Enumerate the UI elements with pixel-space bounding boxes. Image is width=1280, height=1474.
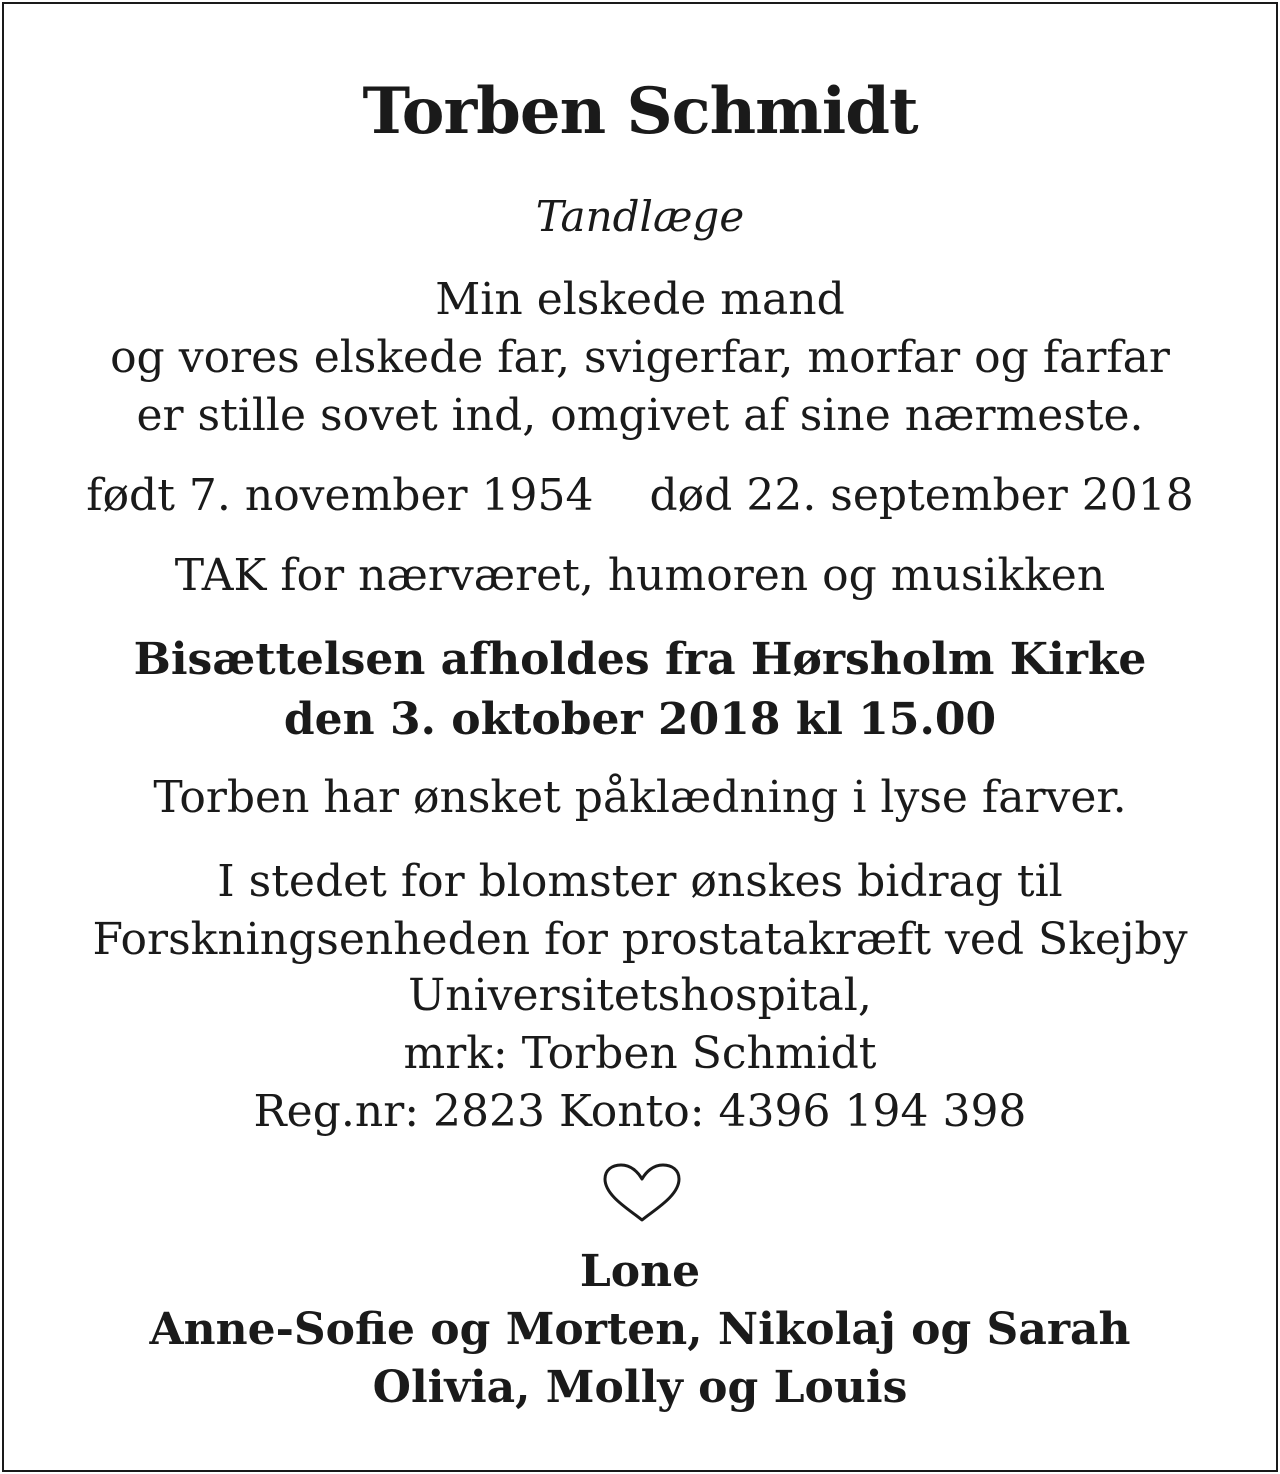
deceased-name: Torben Schmidt — [362, 74, 918, 149]
death-date: død 22. september 2018 — [649, 470, 1194, 521]
notice-frame — [2, 2, 1278, 1472]
profession: Tandlæge — [535, 192, 745, 241]
dress-code-line: Torben har ønsket påklædning i lyse farver. — [153, 772, 1127, 823]
funeral-line-1: Bisættelsen afholdes fra Hørsholm Kirke — [133, 634, 1147, 685]
donation-line-4: mrk: Torben Schmidt — [403, 1028, 877, 1079]
family-line-1: Lone — [579, 1246, 701, 1297]
intro-line-3: er stille sovet ind, omgivet af sine nærmeste. — [136, 390, 1144, 441]
donation-line-3: Universitetshospital, — [408, 970, 872, 1021]
family-line-2: Anne-Sofie og Morten, Nikolaj og Sarah — [149, 1304, 1131, 1355]
donation-line-1: I stedet for blomster ønskes bidrag til — [217, 856, 1063, 907]
life-dates — [4, 470, 1276, 521]
thanks-line: TAK for nærværet, humoren og musikken — [174, 550, 1106, 601]
donation-line-5: Reg.nr: 2823 Konto: 4396 194 398 — [253, 1086, 1027, 1137]
family-line-3: Olivia, Molly og Louis — [372, 1362, 908, 1413]
heart-outline-icon — [602, 1162, 682, 1224]
donation-line-2: Forskningsenheden for prostatakræft ved Skejby — [92, 914, 1188, 965]
funeral-line-2: den 3. oktober 2018 kl 15.00 — [283, 694, 997, 745]
birth-date: født 7. november 1954 — [86, 470, 594, 521]
obituary-notice — [4, 4, 1276, 1470]
intro-line-1: Min elskede mand — [435, 274, 845, 325]
intro-line-2: og vores elskede far, svigerfar, morfar og farfar — [110, 332, 1170, 383]
